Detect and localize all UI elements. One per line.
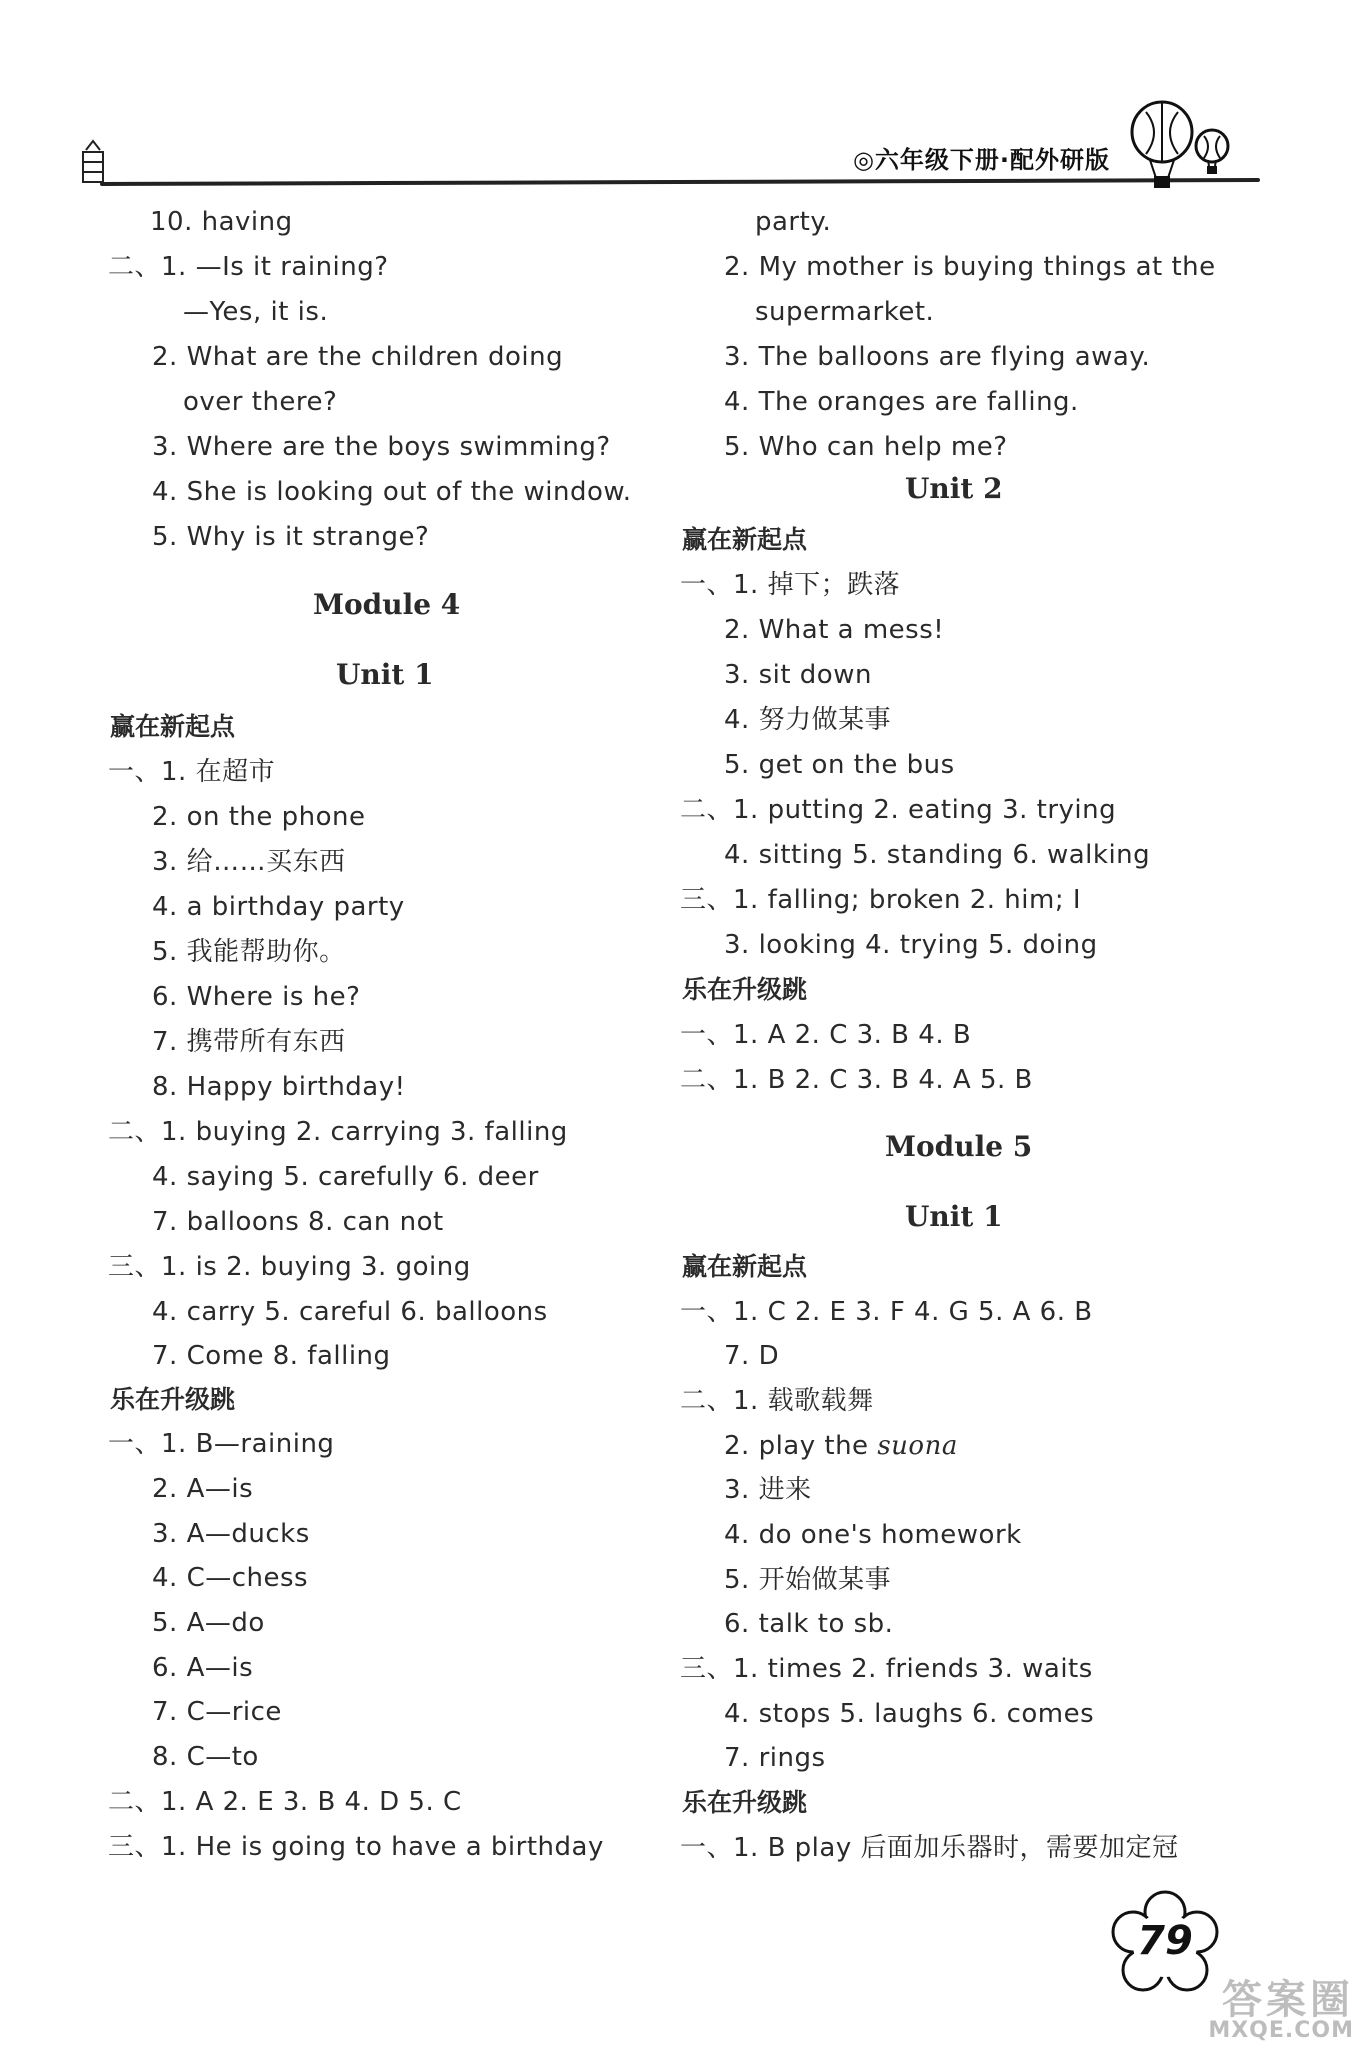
answer-line: 三、1. falling; broken 2. him; I <box>680 885 1082 915</box>
answer-line: 4. sitting 5. standing 6. walking <box>724 840 1151 870</box>
watermark <box>1124 1968 1354 2048</box>
header-title: ◎六年级下册·配外研版 <box>852 146 1110 174</box>
answer-line: 一、1. 在超市 <box>108 757 276 787</box>
watermark-url: MXQE.COM <box>1208 2018 1354 2043</box>
answer-line: supermarket. <box>755 297 935 327</box>
answer-line: 4. a birthday party <box>152 892 405 922</box>
answer-line: 2. My mother is buying things at the <box>724 252 1216 282</box>
section-heading: 乐在升级跳 <box>682 975 808 1004</box>
module-heading: Module 5 <box>885 1130 1033 1163</box>
answer-line: 5. Who can help me? <box>724 432 1008 462</box>
answer-line: 3. Where are the boys swimming? <box>152 432 611 462</box>
answer-line: 2. on the phone <box>152 802 366 832</box>
book-logo-icon <box>80 138 106 186</box>
answer-line: 3. A—ducks <box>152 1519 310 1549</box>
answer-line: 5. 我能帮助你。 <box>152 937 346 967</box>
answer-line: 3. The balloons are flying away. <box>724 342 1151 372</box>
answer-line: 三、1. times 2. friends 3. waits <box>680 1654 1093 1684</box>
answer-line: 一、1. C 2. E 3. F 4. G 5. A 6. B <box>680 1297 1093 1327</box>
answer-line: 一、1. 掉下；跌落 <box>680 570 901 600</box>
answer-line: 一、1. B play 后面加乐器时，需要加定冠 <box>680 1833 1179 1863</box>
answer-line: 3. 给……买东西 <box>152 847 346 877</box>
section-heading: 赢在新起点 <box>682 525 808 554</box>
balloons-icon <box>1120 100 1240 195</box>
answer-line: 三、1. He is going to have a birthday <box>108 1832 604 1862</box>
answer-line: 7. Come 8. falling <box>152 1341 391 1371</box>
answer-line: 二、1. B 2. C 3. B 4. A 5. B <box>680 1065 1033 1095</box>
unit-heading: Unit 1 <box>905 1200 1003 1233</box>
page-number: 79 <box>1137 1918 1193 1964</box>
answer-line: 5. A—do <box>152 1608 265 1638</box>
answer-line: 4. She is looking out of the window. <box>152 477 632 507</box>
answer-line: 二、1. A 2. E 3. B 4. D 5. C <box>108 1787 462 1817</box>
unit-heading: Unit 1 <box>336 658 434 691</box>
answer-line: 8. C—to <box>152 1742 259 1772</box>
answer-line: 2. What are the children doing <box>152 342 564 372</box>
section-heading: 乐在升级跳 <box>682 1788 808 1817</box>
answer-line: 4. The oranges are falling. <box>724 387 1079 417</box>
answer-line: 二、1. —Is it raining? <box>108 252 389 282</box>
answer-line: 二、1. 载歌载舞 <box>680 1386 874 1416</box>
answer-line: 2. A—is <box>152 1474 254 1504</box>
answer-line: 2. What a mess! <box>724 615 945 645</box>
answer-line: 7. D <box>724 1341 780 1371</box>
answer-line: 4. 努力做某事 <box>724 705 892 735</box>
answer-line: 二、1. putting 2. eating 3. trying <box>680 795 1117 825</box>
answer-line: 4. saying 5. carefully 6. deer <box>152 1162 539 1192</box>
answer-line <box>724 1424 958 1468</box>
answer-line: 4. do one's homework <box>724 1520 1022 1550</box>
section-heading: 赢在新起点 <box>682 1252 808 1281</box>
answer-line: 8. Happy birthday! <box>152 1072 406 1102</box>
answer-line: 3. looking 4. trying 5. doing <box>724 930 1098 960</box>
answer-text: 2. play the <box>724 1431 878 1461</box>
answer-line: over there? <box>183 387 338 417</box>
section-heading: 赢在新起点 <box>110 712 236 741</box>
answer-line: 10. having <box>150 207 293 237</box>
answer-line: 3. sit down <box>724 660 872 690</box>
answer-line: 三、1. is 2. buying 3. going <box>108 1252 471 1282</box>
answer-line: 4. C—chess <box>152 1563 309 1593</box>
answer-line: 5. Why is it strange? <box>152 522 430 552</box>
answer-line: 6. talk to sb. <box>724 1609 894 1639</box>
answer-line: 二、1. buying 2. carrying 3. falling <box>108 1117 568 1147</box>
answer-line: 3. 进来 <box>724 1475 812 1505</box>
answer-line: 7. balloons 8. can not <box>152 1207 444 1237</box>
watermark-text: 答案圈 <box>1222 1977 1354 2023</box>
section-heading: 乐在升级跳 <box>110 1385 236 1414</box>
answer-line: 6. A—is <box>152 1653 254 1683</box>
header-rule <box>100 178 1260 186</box>
answer-line: 一、1. B—raining <box>108 1429 335 1459</box>
answer-line: 5. get on the bus <box>724 750 955 780</box>
module-heading: Module 4 <box>313 588 461 621</box>
answer-line: —Yes, it is. <box>183 297 329 327</box>
answer-line: 7. C—rice <box>152 1697 282 1727</box>
answer-line: 6. Where is he? <box>152 982 361 1012</box>
answer-line: 一、1. A 2. C 3. B 4. B <box>680 1020 972 1050</box>
answer-line: 4. carry 5. careful 6. balloons <box>152 1297 548 1327</box>
italic-term: suona <box>877 1431 958 1461</box>
answer-line: 4. stops 5. laughs 6. comes <box>724 1699 1095 1729</box>
answer-line: 5. 开始做某事 <box>724 1565 892 1595</box>
answer-line: 7. rings <box>724 1743 826 1773</box>
unit-heading: Unit 2 <box>905 472 1003 505</box>
answer-line: 7. 携带所有东西 <box>152 1027 346 1057</box>
page-header <box>80 100 1260 195</box>
answer-line: party. <box>755 207 832 237</box>
